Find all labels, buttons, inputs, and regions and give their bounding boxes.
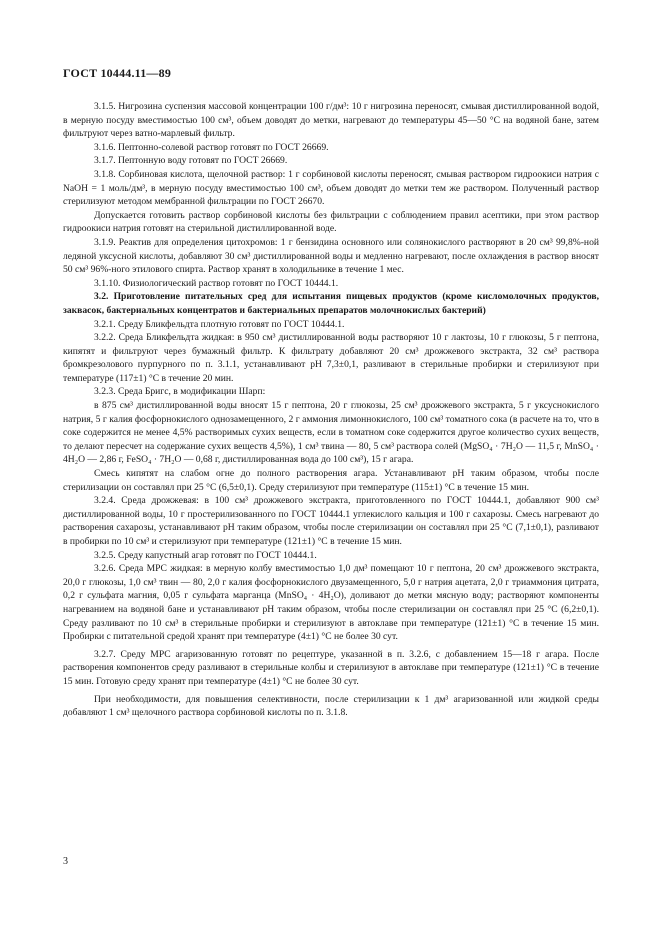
paragraph-3-2-3-recipe: в 875 см³ дистиллированной воды вносят 15 г пептона, 20 г глюкозы, 25 см³ дрожжевого экстракта, 5 г уксуснокислого натрия, 5 г калия фосфорнокислого однозамещенного, 2 г аммония лимоннокислого, 100 см³ томатного сока (в расчете на то, что в соке содержится не менее 4,5% растворимых сухих веществ, если в томатном соке содержится другое количество сухих веществ, то делают пересчет на содержание сухих веществ 4,5%), 1 см³ твина — 80, 5 см³ раствора солей (MgSO₄ · 7H₂O — 11,5 г, MnSO₄ · 4H₂O — 2,86 г, FeSO₄ · 7H₂O — 0,68 г, дистиллированная вода до 100 см³), 15 г агара.	[63, 400, 599, 466]
paragraph-3-2-7-note: При необходимости, для повышения селективности, после стерилизации к 1 дм³ агаризованной или жидкой среды добавляют 1 см³ щелочного раствора сорбиновой кислоты по п. 3.1.8.	[63, 693, 599, 719]
paragraph-3-2-3-boil: Смесь кипятят на слабом огне до полного растворения агара. Устанавливают pH таким образом, чтобы после стерилизации он составлял при 25 °С (6,5±0,1). Среду стерилизуют при температуре (115±1) °С в течение 15 мин.	[63, 468, 599, 493]
paragraph-3-1-6: 3.1.6. Пептонно-солевой раствор готовят по ГОСТ 26669.	[94, 141, 329, 153]
paragraph-3-2-3: 3.2.3. Среда Бригс, в модификации Шарп:	[94, 386, 266, 398]
paragraph-3-2-7: 3.2.7. Среду МРС агаризованную готовят по рецептуре, указанной в п. 3.2.6, с добавлением 15—18 г агара. После растворения компонентов среду разливают в стерильные колбы и стерилизуют в автоклаве при температуре (121±1) °С в течение 15 мин. Готовую среду хранят при температуре (4±1) °С не более 30 сут.	[63, 648, 599, 687]
section-heading-3-2: 3.2. Приготовление питательных сред для испытания пищевых продуктов (кроме кисломолочных продуктов, заквасок, бактериальных концентратов и бактериальных препаратов молочнокислых бактерий)	[63, 291, 599, 316]
paragraph-3-2-1: 3.2.1. Среду Бликфельдта плотную готовят по ГОСТ 10444.1.	[94, 318, 345, 330]
paragraph-3-1-7: 3.1.7. Пептонную воду готовят по ГОСТ 26669.	[94, 155, 288, 167]
paragraph-3-1-8-note: Допускается готовить раствор сорбиновой кислоты без фильтрации с соблюдением правил асептики, при этом раствор гидроокиси натрия готовят на стерильной дистиллированной воде.	[63, 209, 599, 235]
paragraph-3-2-5: 3.2.5. Среду капустный агар готовят по ГОСТ 10444.1.	[94, 549, 317, 561]
paragraph-3-2-2: 3.2.2. Среда Бликфельдта жидкая: в 950 см³ дистиллированной воды растворяют 10 г лактозы, 10 г глюкозы, 5 г пептона, кипятят и фильтруют через бумажный фильтр. К фильтрату добавляют 20 см³ дрожжевого экстракта, 32 см³ раствора бромкрезолового пурпурного по п. 3.1.1, устанавливают pH 7,3±0,1, разливают в стерильные пробирки и стерилизуют при температуре (117±1) °С в течение 20 мин.	[63, 332, 599, 384]
paragraph-3-2-6: 3.2.6. Среда МРС жидкая: в мерную колбу вместимостью 1,0 дм³ помещают 10 г пептона, 20 см³ дрожжевого экстракта, 20,0 г глюкозы, 1,0 см³ твин — 80, 2,0 г калия фосфорнокислого двузамещенного, 5,0 г натрия ацетата, 2,0 г триаммония цитрата, 0,2 г сульфата магния, 0,05 г сульфата марганца (MnSO₄ · 4H₂O), доливают до метки мясную воду; растворяют компоненты нагреванием на водяной бане и устанавливают pH таким образом, чтобы после стерилизации он составлял при 25 °С (6,2±0,1). Среду разливают по 10 см³ в стерильные пробирки и стерилизуют в автоклаве при температуре (121±1) °С в течение 15 мин. Пробирки с питательной средой хранят при температуре (4±1) °С не более 30 сут.	[63, 563, 599, 643]
document-header: ГОСТ 10444.11—89	[63, 66, 172, 80]
document-body	[63, 100, 599, 720]
page-number: 3	[63, 856, 68, 867]
paragraph-3-1-9: 3.1.9. Реактив для определения цитохромов: 1 г бензидина основного или солянокислого растворяют в 20 см³ 99,8%-ной ледяной уксусной кислоты, добавляют 30 см³ дистиллированной воды и медленно нагревают, после охлаждения в раствор вносят 50 см³ 96%-ного этилового спирта. Раствор хранят в холодильнике в течение 1 мес.	[63, 236, 599, 276]
paragraph-3-1-8: 3.1.8. Сорбиновая кислота, щелочной раствор: 1 г сорбиновой кислоты переносят, смывая раствором гидроокиси натрия c NaOH = 1 моль/дм³, в мерную посуду вместимостью 100 см³, объем доводят до метки тем же раствором. Полученный раствор стерилизуют методом мембранной фильтрации по ГОСТ 26670.	[63, 168, 599, 208]
paragraph-3-1-10: 3.1.10. Физиологический раствор готовят по ГОСТ 10444.1.	[94, 277, 339, 289]
paragraph-3-1-5: 3.1.5. Нигрозина суспензия массовой концентрации 100 г/дм³: 10 г нигрозина переносят, смывая дистиллированной водой, в мерную посуду вместимостью 100 см³, объем доводят до метки, нагревают до температуры 45—50 °С на водяной бане, затем фильтруют через ватно-марлевый фильтр.	[63, 101, 599, 140]
paragraph-3-2-4: 3.2.4. Среда дрожжевая: в 100 см³ дрожжевого экстракта, приготовленного по ГОСТ 10444.1, добавляют 900 см³ дистиллированной воды, 10 г простерилизованного по ГОСТ 10444.1 углекислого кальция и 100 г сахарозы. Смесь нагревают до растворения сахарозы, устанавливают pH таким образом, чтобы после стерилизации он составлял при 25 °С (7,1±0,1), разливают в пробирки по 10 см³ и стерилизуют при температуре (121±1) °С в течение 15 мин.	[63, 495, 599, 547]
